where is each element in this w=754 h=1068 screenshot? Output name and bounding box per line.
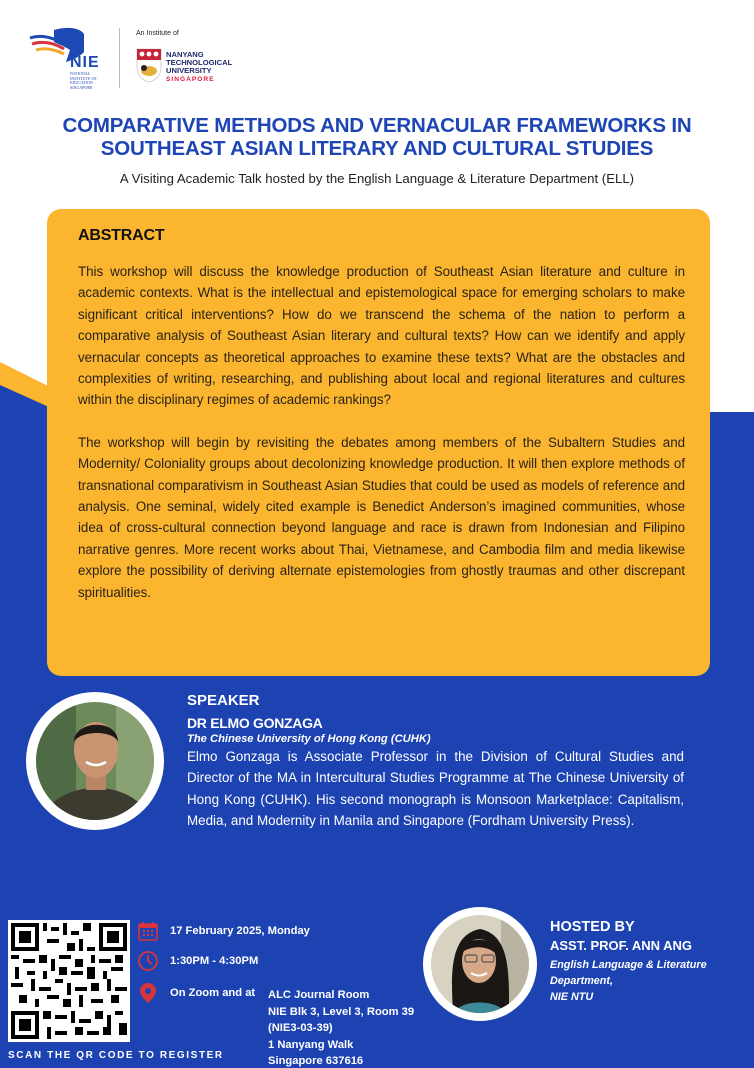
event-date: 17 February 2025, Monday <box>170 925 310 937</box>
host-avatar <box>423 907 537 1021</box>
event-date-row <box>137 920 310 942</box>
event-venue <box>268 987 414 1068</box>
institute-of-label: An Institute of <box>136 30 179 37</box>
nie-logo-text: NIE <box>70 54 100 71</box>
abstract-paragraph: The workshop will begin by revisiting the debates among members of the Subaltern Studies and Modernity/ Coloniality groups about decolonizing knowledge production. It will then explore methods of transnational comparativism in Southeast Asian Studies that could be used as models of reference and analysis. One seminal, widely cited example is Benedict Anderson’s imagined communities, whose idea of cross-cultural connection beyond language and race is drawn from Indonesian and Filipino narrative genres. More recent works about Thai, Vietnamese, and Cambodia film and media likewise explore the possibility of deriving alternate epistemologies from ghostly traumas and other discrepant spiritualities. <box>78 434 685 600</box>
speaker-section <box>187 692 684 832</box>
logo-divider <box>119 28 120 88</box>
qr-code-icon <box>11 923 127 1039</box>
event-location-row <box>137 982 255 1004</box>
event-subtitle: A Visiting Academic Talk hosted by the English Language & Literature Department (ELL) <box>119 171 635 186</box>
host-name: ASST. PROF. ANN ANG <box>550 938 693 953</box>
abstract-card <box>47 209 710 676</box>
speaker-avatar <box>26 692 164 830</box>
nie-logo-subtext: NATIONAL INSTITUTE OF EDUCATION SINGAPORE <box>70 71 97 90</box>
venue-line: NIE Blk 3, Level 3, Room 39 <box>268 1005 415 1018</box>
ntu-logo-location: SINGAPORE <box>166 76 215 83</box>
host-section <box>550 919 754 1005</box>
speaker-bio: Elmo Gonzaga is Associate Professor in the Division of Cultural Studies and Director of the MA in Intercultural Studies Programme at The Chinese University of Hong Kong (CUHK). His second monograph is Monsoon Marketplace: Capitalism, Media, and Modernity in Manila and Singapore (Fordham University Press). <box>187 749 684 829</box>
event-title <box>0 114 754 160</box>
event-time: 1:30PM - 4:30PM <box>170 955 259 967</box>
host-photo <box>431 915 529 1013</box>
venue-line: ALC Journal Room <box>268 989 370 1001</box>
qr-caption: SCAN THE QR CODE TO REGISTER <box>8 1050 224 1061</box>
event-title-line1: COMPARATIVE METHODS AND VERNACULAR FRAMEWORKS IN <box>62 114 692 137</box>
event-location-prefix: On Zoom and at <box>170 987 256 999</box>
event-time-row <box>137 950 258 972</box>
speaker-photo <box>36 702 154 820</box>
ntu-crest-icon <box>136 48 162 83</box>
calendar-icon <box>137 920 159 942</box>
speaker-affiliation: The Chinese University of Hong Kong (CUHK) <box>187 733 431 745</box>
speaker-name: DR ELMO GONZAGA <box>187 715 323 731</box>
abstract-paragraph: This workshop will discuss the knowledge production of Southeast Asian literature and culture in academic contexts. What is the intellectual and epistemological space for emerging scholars to make significant critical interventions? How do we transcend the schema of the nation to perform a comparative analysis of Southeast Asian literary and cultural texts? How can we identify and apply vernacular concepts as theoretical approaches to examine these texts? What are the obstacles and complexities of writing, researching, and publishing about local and regional literatures and cultures within the disciplinary regimes of academic rankings? <box>78 264 685 408</box>
venue-line: (NIE3-03-39) <box>268 1022 333 1035</box>
location-pin-icon <box>137 982 159 1004</box>
clock-icon <box>137 950 159 972</box>
ntu-logo-text: NANYANG TECHNOLOGICAL UNIVERSITY <box>166 50 233 76</box>
header-logos <box>28 24 288 90</box>
host-label: HOSTED BY <box>550 919 635 935</box>
speaker-label: SPEAKER <box>187 692 260 709</box>
event-title-line2: SOUTHEAST ASIAN LITERARY AND CULTURAL STUDIES <box>100 137 654 160</box>
host-department: English Language & Literature Department, NIE NTU <box>550 959 707 1003</box>
registration-qr-code[interactable] <box>8 920 130 1042</box>
venue-line: 1 Nanyang Walk <box>268 1038 354 1051</box>
venue-line: Singapore 637616 <box>268 1055 364 1068</box>
abstract-heading: ABSTRACT <box>78 227 165 244</box>
